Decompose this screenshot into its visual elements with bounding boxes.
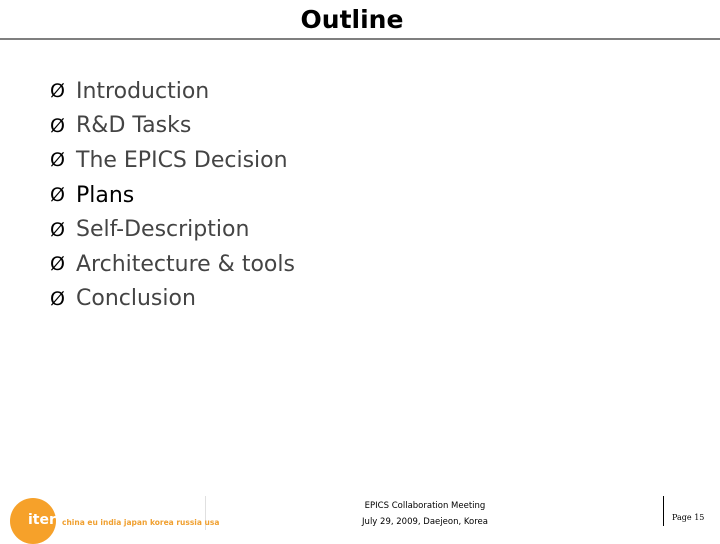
outline-item-label: Self-Description: [76, 217, 250, 243]
outline-item: [50, 109, 295, 144]
outline-item: [50, 212, 295, 247]
outline-item-label: Architecture & tools: [76, 251, 295, 277]
outline-list: [50, 74, 295, 316]
outline-item-label: Introduction: [76, 78, 210, 104]
outline-item-current: [50, 178, 295, 213]
outline-item-label: Plans: [76, 182, 135, 208]
outline-item: [50, 247, 295, 282]
slide-title: Outline: [300, 5, 404, 34]
arrow-bullet-icon: Ø: [50, 149, 65, 172]
arrow-bullet-icon: Ø: [50, 218, 65, 241]
arrow-bullet-icon: Ø: [50, 287, 65, 310]
outline-item: [50, 143, 295, 178]
iter-logo-word: iter: [28, 512, 56, 528]
arrow-bullet-icon: Ø: [50, 80, 65, 103]
outline-item: [50, 74, 295, 109]
arrow-bullet-icon: Ø: [50, 114, 65, 137]
outline-item-label: Conclusion: [76, 286, 196, 312]
outline-item-label: R&D Tasks: [76, 113, 192, 139]
title-divider: [0, 38, 720, 40]
arrow-bullet-icon: Ø: [50, 253, 65, 276]
outline-item: [50, 282, 295, 317]
iter-members-text: china eu india japan korea russia usa: [62, 518, 220, 527]
meeting-title: EPICS Collaboration Meeting: [364, 501, 486, 511]
page-number-divider: [663, 496, 664, 526]
meeting-date: July 29, 2009, Daejeon, Korea: [362, 517, 488, 527]
outline-item-label: The EPICS Decision: [76, 147, 288, 173]
page-number: Page 15: [672, 513, 705, 522]
arrow-bullet-icon: Ø: [50, 184, 65, 207]
